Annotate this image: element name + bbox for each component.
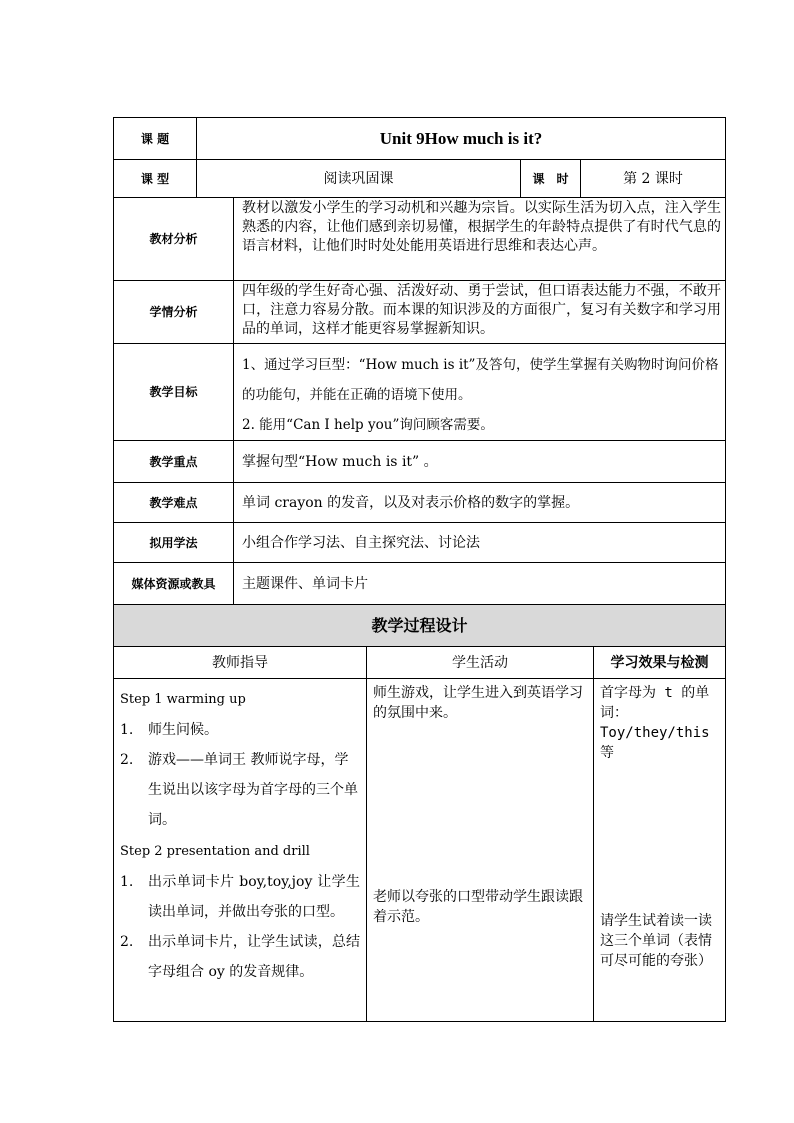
teacher-guidance-cell <box>114 679 367 1022</box>
media-label: 媒体资源或教具 <box>114 563 234 605</box>
type-value: 阅读巩固课 <box>197 160 521 198</box>
material-row <box>114 198 726 281</box>
student-activity-1: 师生游戏，让学生进入到英语学习的氛围中来。 <box>373 685 583 721</box>
effect-1a: 首字母为 t 的单词： <box>600 685 710 721</box>
process-table <box>113 604 726 1022</box>
process-header-row <box>114 647 726 679</box>
step1-item-1: 1. 师生问候。 <box>120 722 218 738</box>
difficulty-text: 单词 crayon 的发音，以及对表示价格的数字的掌握。 <box>234 483 726 523</box>
section-title: 教学过程设计 <box>114 605 726 647</box>
material-label: 教材分析 <box>114 198 234 281</box>
type-row <box>114 160 726 198</box>
goal-2: 2. 能用“Can I help you”询问顾客需要。 <box>242 417 494 433</box>
col-header-teacher: 教师指导 <box>114 647 367 679</box>
lesson-title: Unit 9How much is it? <box>197 118 726 160</box>
students-label: 学情分析 <box>114 281 234 344</box>
media-text: 主题课件、单词卡片 <box>234 563 726 605</box>
students-row <box>114 281 726 344</box>
method-row <box>114 523 726 563</box>
col-header-effect: 学习效果与检测 <box>594 647 726 679</box>
period-value: 第 2 课时 <box>581 160 726 198</box>
effect-2: 请学生试着读一读这三个单词（表情可尽可能的夸张） <box>600 913 712 969</box>
step2-item-2: 2. 出示单词卡片，让学生试读，总结字母组合 oy 的发音规律。 <box>120 934 360 980</box>
method-label: 拟用学法 <box>114 523 234 563</box>
student-activity-2: 老师以夸张的口型带动学生跟读跟着示范。 <box>373 889 583 925</box>
difficulty-row <box>114 483 726 523</box>
difficulty-label: 教学难点 <box>114 483 234 523</box>
students-text: 四年级的学生好奇心强、活泼好动、勇于尝试，但口语表达能力不强，不敢开口，注意力容易分散。而本课的知识涉及的方面很广，复习有关数字和学习用品的单词，这样才能更容易掌握新知识。 <box>234 281 726 344</box>
goals-row <box>114 344 726 441</box>
step1-item-2: 2. 游戏——单词王 教师说字母，学生说出以该字母为首字母的三个单词。 <box>120 752 358 828</box>
type-label: 课 型 <box>114 160 197 198</box>
key-row <box>114 441 726 483</box>
topic-label: 课 题 <box>114 118 197 160</box>
step1-heading: Step 1 warming up <box>120 692 246 707</box>
process-body-row <box>114 679 726 1022</box>
step2-heading: Step 2 presentation and drill <box>120 844 310 859</box>
student-activity-cell <box>367 679 594 1022</box>
step2-item-1: 1. 出示单词卡片 boy,toy,joy 让学生读出单词，并做出夸张的口型。 <box>120 874 360 920</box>
learning-effect-cell <box>594 679 726 1022</box>
lesson-info-table <box>113 117 726 605</box>
method-text: 小组合作学习法、自主探究法、讨论法 <box>234 523 726 563</box>
goals-label: 教学目标 <box>114 344 234 441</box>
key-label: 教学重点 <box>114 441 234 483</box>
goal-1: 1、通过学习巨型：“How much is it”及答句，使学生掌握有关购物时询问价格的功能句，并能在正确的语境下使用。 <box>242 357 719 403</box>
lesson-plan-sheet <box>113 117 725 1022</box>
media-row <box>114 563 726 605</box>
material-text: 教材以激发小学生的学习动机和兴趣为宗旨。以实际生活为切入点，注入学生熟悉的内容，让他们感到亲切易懂，根据学生的年龄特点提供了有时代气息的语言材料，让他们时时处处能用英语进行思维和表达心声。 <box>234 198 726 281</box>
effect-1b: Toy/they/this 等 <box>600 725 710 761</box>
topic-row <box>114 118 726 160</box>
key-text: 掌握句型“How much is it” 。 <box>234 441 726 483</box>
process-section-row <box>114 605 726 647</box>
col-header-student: 学生活动 <box>367 647 594 679</box>
period-label: 课 时 <box>521 160 581 198</box>
goals-cell <box>234 344 726 441</box>
